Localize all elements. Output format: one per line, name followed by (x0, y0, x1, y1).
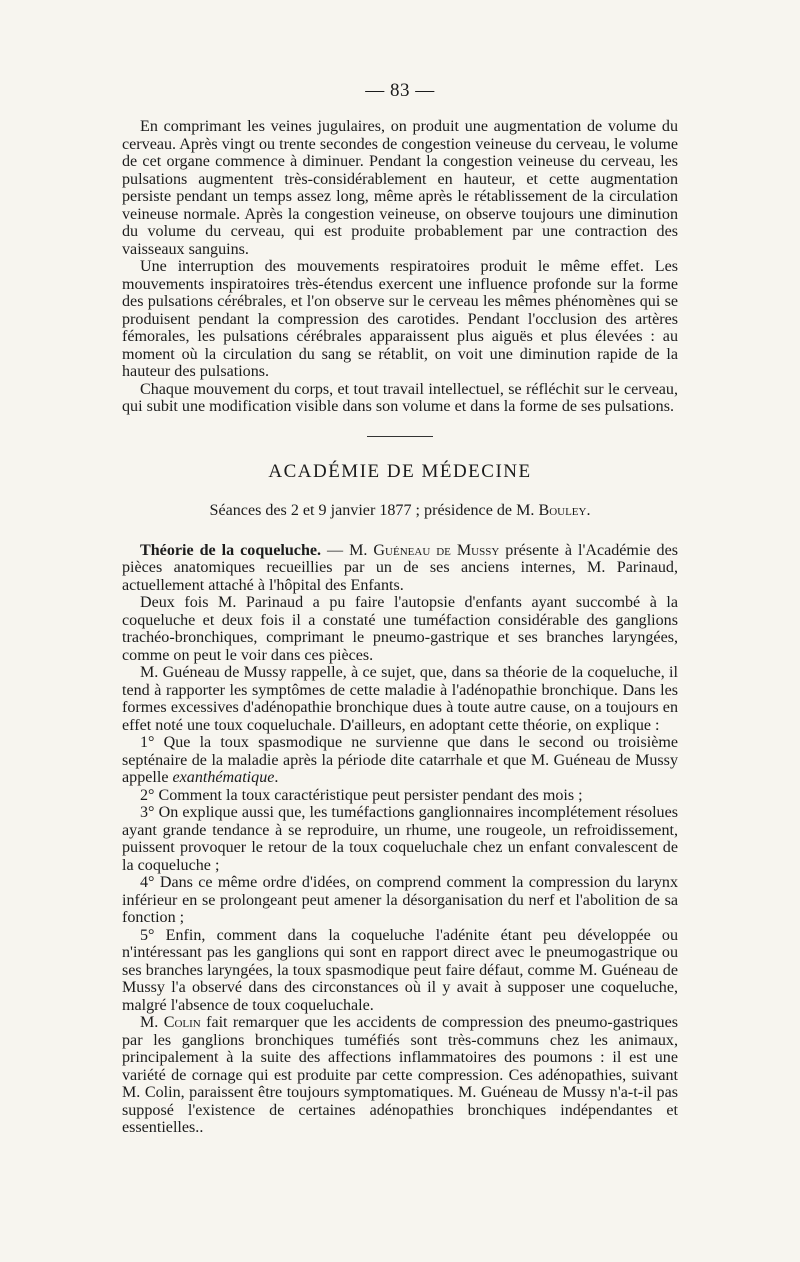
list-item: 2° Comment la toux caractéristique peut persister pendant des mois ; (140, 786, 583, 804)
item-text: 1° Que la toux spasmodique ne survienne que dans le second ou troisième septénaire de la maladie après la période dite catarrhale et que M. Guéneau de Mussy appelle (122, 734, 678, 786)
president-name: Bouley. (538, 501, 591, 519)
section-divider (367, 436, 433, 437)
article-title: Théorie de la coqueluche. (140, 541, 322, 559)
lead-text: présente à l'Académie des pièces anatomiques recueillies par un de ses anciens internes, M. Parinaud, actuellement attaché à l'hôpital des Enfants. (122, 541, 678, 594)
list-item (122, 734, 678, 787)
list-item: 5° Enfin, comment dans la coqueluche l'adénite étant peu développée ou n'intéressant pas les ganglions qui sont en rapport direct avec le pneumogastrique ou ses branches laryngées, la toux spasmodique peut faire défaut, comme M. Guéneau de Mussy l'a observé dans des circonstances où il y avait à supposer une coqueluche, malgré l'absence de toux coqueluchale. (122, 926, 678, 1014)
paragraph-lead (122, 542, 678, 595)
author-name: Guéneau de Mussy (373, 541, 500, 559)
list-item: 4° Dans ce même ordre d'idées, on comprend comment la compression du larynx inférieur en se prolongeant peut amener la désorganisation du nerf et l'abolition de sa fonction ; (122, 874, 678, 926)
colin-prefix: M. (140, 1014, 164, 1031)
paragraph: En comprimant les veines jugulaires, on produit une augmentation de volume du cerveau. Après vingt ou trente secondes de congestion veineuse du cerveau, le volume de cet organe commence à diminuer. Pendant la congestion veineuse du cerveau, les pulsations augmentent très-considérablement en hauteur, et cette augmentation persiste pendant un temps assez long, même après le rétablissement de la circulation veineuse normale. Après la congestion veineuse, on observe toujours une diminution du volume du cerveau, qui est produite probablement par une contraction des vaisseaux sanguins. (122, 118, 678, 258)
paragraph: M. Guéneau de Mussy rappelle, à ce sujet, que, dans sa théorie de la coqueluche, il tend à rapporter les symptômes de cette maladie à l'adénopathie bronchique. Dans les formes excessives d'adénopathie bronchique dues à toute autre cause, on a toujours en effet noté une toux coqueluchale. D'ailleurs, en adoptant cette théorie, on explique : (122, 664, 678, 734)
session-text: Séances des 2 et 9 janvier 1877 ; présidence de M. (209, 501, 535, 519)
paragraph: Deux fois M. Parinaud a pu faire l'autopsie d'enfants ayant succombé à la coqueluche et deux fois il a constaté une tuméfaction considérable des ganglions trachéo-bronchiques, comprimant le pneumo-gastrique et ses branches laryngées, comme on peut le voir dans ces pièces. (122, 594, 678, 664)
paragraph: Chaque mouvement du corps, et tout travail intellectuel, se réfléchit sur le cerveau, qui subit une modification visible dans son volume et dans la forme de ses pulsations. (122, 380, 678, 415)
colin-name: Colin (163, 1014, 201, 1031)
colin-text: fait remarquer que les accidents de compression des pneumo-gastriques par les ganglions bronchiques tuméfiés sont très-communs chez les animaux, principalement à la suite des affections inflammatoires des poumons : il est une variété de cornage qui est produite par cette compression. Ces adénopathies, suivant M. Colin, paraissent être toujours symptomatiques. M. Guéneau de Mussy n'a-t-il pas supposé l'existence de certaines adénopathies bronchiques indépendantes et essentielles.. (122, 1014, 679, 1136)
page-number: — 83 — (365, 80, 435, 101)
list-item: 3° On explique aussi que, les tuméfactions ganglionnaires incomplétement résolues ayant grande tendance à se reproduire, un rhume, une rougeole, un refroidissement, puissent provoquer le retour de la toux coqueluchale chez un enfant convalescent de la coqueluche ; (122, 804, 678, 874)
session-line (122, 502, 678, 520)
lead-dash: — M. (321, 541, 374, 559)
paragraph-colin (122, 1014, 678, 1137)
item-emphasis: exanthématique (172, 769, 275, 786)
item-end: . (274, 769, 279, 786)
section-cerebral-pulsations (122, 118, 678, 416)
section-coqueluche (122, 542, 678, 1137)
section-heading: ACADÉMIE DE MÉDECINE (268, 460, 532, 482)
paragraph: Une interruption des mouvements respiratoires produit le même effet. Les mouvements inspiratoires très-étendus exercent une influence profonde sur la forme des pulsations cérébrales, et l'on observe sur le cerveau les mêmes phénomènes qui se produisent pendant la compression des carotides. Pendant l'occlusion des artères fémorales, les pulsations cérébrales apparaissent plus aiguës et plus élevées : au moment où la circulation du sang se rétablit, on voit une diminution rapide de la hauteur des pulsations. (122, 258, 678, 380)
